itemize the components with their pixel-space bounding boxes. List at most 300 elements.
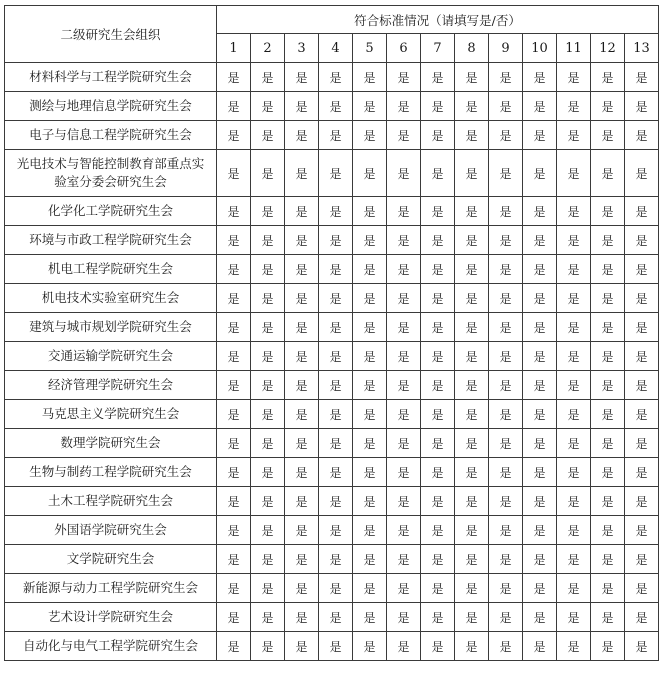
compliance-value-cell: 是 <box>285 63 319 92</box>
compliance-value-cell: 是 <box>591 632 625 661</box>
compliance-value-cell: 是 <box>489 63 523 92</box>
compliance-value-cell: 是 <box>319 632 353 661</box>
compliance-value-cell: 是 <box>489 632 523 661</box>
compliance-value-cell: 是 <box>489 284 523 313</box>
table-row <box>5 458 659 487</box>
compliance-value-cell: 是 <box>557 545 591 574</box>
compliance-value-cell: 是 <box>285 516 319 545</box>
compliance-value-cell: 是 <box>591 197 625 226</box>
compliance-value-cell: 是 <box>557 121 591 150</box>
compliance-value-cell: 是 <box>217 255 251 284</box>
compliance-value-cell: 是 <box>489 574 523 603</box>
compliance-value-cell: 是 <box>319 516 353 545</box>
compliance-value-cell: 是 <box>421 458 455 487</box>
table-row <box>5 150 659 197</box>
table-body <box>5 63 659 661</box>
compliance-value-cell: 是 <box>319 150 353 197</box>
compliance-value-cell: 是 <box>353 574 387 603</box>
column-number-header: 9 <box>489 34 523 63</box>
compliance-value-cell: 是 <box>557 284 591 313</box>
document-page <box>4 5 659 661</box>
compliance-value-cell: 是 <box>489 458 523 487</box>
compliance-value-cell: 是 <box>217 121 251 150</box>
compliance-value-cell: 是 <box>319 121 353 150</box>
compliance-value-cell: 是 <box>353 63 387 92</box>
compliance-value-cell: 是 <box>353 371 387 400</box>
compliance-value-cell: 是 <box>285 574 319 603</box>
compliance-value-cell: 是 <box>421 226 455 255</box>
column-number-header: 10 <box>523 34 557 63</box>
compliance-value-cell: 是 <box>489 371 523 400</box>
compliance-value-cell: 是 <box>387 458 421 487</box>
compliance-value-cell: 是 <box>455 603 489 632</box>
compliance-value-cell: 是 <box>251 313 285 342</box>
compliance-value-cell: 是 <box>523 63 557 92</box>
compliance-value-cell: 是 <box>523 313 557 342</box>
compliance-value-cell: 是 <box>523 458 557 487</box>
compliance-value-cell: 是 <box>557 63 591 92</box>
compliance-value-cell: 是 <box>455 197 489 226</box>
compliance-value-cell: 是 <box>319 342 353 371</box>
column-number-header: 2 <box>251 34 285 63</box>
compliance-value-cell: 是 <box>489 150 523 197</box>
compliance-value-cell: 是 <box>557 487 591 516</box>
compliance-value-cell: 是 <box>489 92 523 121</box>
compliance-value-cell: 是 <box>455 574 489 603</box>
compliance-value-cell: 是 <box>557 371 591 400</box>
compliance-value-cell: 是 <box>523 92 557 121</box>
column-number-header: 6 <box>387 34 421 63</box>
compliance-value-cell: 是 <box>489 487 523 516</box>
compliance-value-cell: 是 <box>557 574 591 603</box>
compliance-value-cell: 是 <box>285 371 319 400</box>
compliance-value-cell: 是 <box>523 197 557 226</box>
table-row <box>5 516 659 545</box>
compliance-value-cell: 是 <box>353 429 387 458</box>
compliance-value-cell: 是 <box>421 574 455 603</box>
compliance-value-cell: 是 <box>353 458 387 487</box>
compliance-value-cell: 是 <box>251 603 285 632</box>
compliance-value-cell: 是 <box>421 603 455 632</box>
compliance-value-cell: 是 <box>217 574 251 603</box>
compliance-value-cell: 是 <box>455 63 489 92</box>
compliance-value-cell: 是 <box>285 226 319 255</box>
org-name-cell: 马克思主义学院研究生会 <box>5 400 217 429</box>
compliance-value-cell: 是 <box>353 255 387 284</box>
table-row <box>5 603 659 632</box>
compliance-value-cell: 是 <box>489 197 523 226</box>
table-row <box>5 487 659 516</box>
compliance-value-cell: 是 <box>251 371 285 400</box>
table-row <box>5 255 659 284</box>
compliance-value-cell: 是 <box>387 487 421 516</box>
compliance-value-cell: 是 <box>455 342 489 371</box>
compliance-value-cell: 是 <box>251 429 285 458</box>
compliance-value-cell: 是 <box>319 429 353 458</box>
compliance-value-cell: 是 <box>217 545 251 574</box>
compliance-value-cell: 是 <box>625 458 659 487</box>
compliance-value-cell: 是 <box>591 458 625 487</box>
table-row <box>5 400 659 429</box>
compliance-value-cell: 是 <box>251 92 285 121</box>
compliance-value-cell: 是 <box>523 603 557 632</box>
compliance-value-cell: 是 <box>455 516 489 545</box>
compliance-value-cell: 是 <box>387 150 421 197</box>
compliance-value-cell: 是 <box>489 121 523 150</box>
compliance-value-cell: 是 <box>421 121 455 150</box>
compliance-value-cell: 是 <box>557 429 591 458</box>
table-row <box>5 545 659 574</box>
compliance-value-cell: 是 <box>319 603 353 632</box>
compliance-value-cell: 是 <box>455 284 489 313</box>
compliance-value-cell: 是 <box>591 92 625 121</box>
compliance-value-cell: 是 <box>387 632 421 661</box>
compliance-value-cell: 是 <box>387 197 421 226</box>
compliance-value-cell: 是 <box>455 371 489 400</box>
compliance-value-cell: 是 <box>251 255 285 284</box>
column-number-header: 5 <box>353 34 387 63</box>
org-name-cell: 新能源与动力工程学院研究生会 <box>5 574 217 603</box>
table-row <box>5 342 659 371</box>
org-name-cell: 环境与市政工程学院研究生会 <box>5 226 217 255</box>
compliance-value-cell: 是 <box>285 487 319 516</box>
compliance-value-cell: 是 <box>217 92 251 121</box>
compliance-value-cell: 是 <box>625 255 659 284</box>
compliance-value-cell: 是 <box>251 342 285 371</box>
compliance-value-cell: 是 <box>251 545 285 574</box>
compliance-value-cell: 是 <box>353 632 387 661</box>
compliance-value-cell: 是 <box>523 342 557 371</box>
compliance-value-cell: 是 <box>353 197 387 226</box>
compliance-value-cell: 是 <box>421 487 455 516</box>
compliance-value-cell: 是 <box>455 400 489 429</box>
compliance-value-cell: 是 <box>353 226 387 255</box>
compliance-value-cell: 是 <box>455 487 489 516</box>
org-name-cell: 自动化与电气工程学院研究生会 <box>5 632 217 661</box>
compliance-value-cell: 是 <box>251 400 285 429</box>
compliance-value-cell: 是 <box>591 603 625 632</box>
compliance-value-cell: 是 <box>557 342 591 371</box>
compliance-value-cell: 是 <box>523 516 557 545</box>
compliance-value-cell: 是 <box>625 342 659 371</box>
compliance-value-cell: 是 <box>387 429 421 458</box>
compliance-value-cell: 是 <box>523 255 557 284</box>
compliance-value-cell: 是 <box>285 92 319 121</box>
compliance-value-cell: 是 <box>455 313 489 342</box>
compliance-value-cell: 是 <box>353 487 387 516</box>
compliance-value-cell: 是 <box>251 63 285 92</box>
compliance-value-cell: 是 <box>285 603 319 632</box>
compliance-value-cell: 是 <box>387 342 421 371</box>
compliance-value-cell: 是 <box>489 313 523 342</box>
compliance-value-cell: 是 <box>421 255 455 284</box>
compliance-value-cell: 是 <box>217 342 251 371</box>
compliance-value-cell: 是 <box>625 429 659 458</box>
compliance-value-cell: 是 <box>217 516 251 545</box>
compliance-value-cell: 是 <box>523 150 557 197</box>
compliance-value-cell: 是 <box>591 121 625 150</box>
table-row <box>5 574 659 603</box>
compliance-value-cell: 是 <box>421 545 455 574</box>
compliance-value-cell: 是 <box>523 284 557 313</box>
compliance-value-cell: 是 <box>285 342 319 371</box>
compliance-value-cell: 是 <box>591 226 625 255</box>
compliance-value-cell: 是 <box>387 92 421 121</box>
compliance-value-cell: 是 <box>489 342 523 371</box>
compliance-value-cell: 是 <box>625 284 659 313</box>
table-row <box>5 429 659 458</box>
compliance-value-cell: 是 <box>591 487 625 516</box>
compliance-value-cell: 是 <box>591 313 625 342</box>
compliance-value-cell: 是 <box>421 400 455 429</box>
table-row <box>5 371 659 400</box>
org-column-header: 二级研究生会组织 <box>5 6 217 63</box>
table-row <box>5 284 659 313</box>
org-name-cell: 外国语学院研究生会 <box>5 516 217 545</box>
compliance-value-cell: 是 <box>625 516 659 545</box>
org-name-cell: 经济管理学院研究生会 <box>5 371 217 400</box>
compliance-value-cell: 是 <box>319 284 353 313</box>
compliance-value-cell: 是 <box>285 400 319 429</box>
table-row <box>5 226 659 255</box>
compliance-value-cell: 是 <box>353 313 387 342</box>
compliance-value-cell: 是 <box>591 545 625 574</box>
compliance-value-cell: 是 <box>353 284 387 313</box>
org-name-cell: 建筑与城市规划学院研究生会 <box>5 313 217 342</box>
org-name-cell: 土木工程学院研究生会 <box>5 487 217 516</box>
compliance-value-cell: 是 <box>387 545 421 574</box>
org-name-cell: 机电技术实验室研究生会 <box>5 284 217 313</box>
compliance-value-cell: 是 <box>251 197 285 226</box>
compliance-value-cell: 是 <box>591 371 625 400</box>
compliance-value-cell: 是 <box>557 313 591 342</box>
compliance-value-cell: 是 <box>557 516 591 545</box>
compliance-table <box>4 5 659 661</box>
compliance-value-cell: 是 <box>523 400 557 429</box>
compliance-value-cell: 是 <box>387 121 421 150</box>
compliance-value-cell: 是 <box>421 92 455 121</box>
column-number-header: 3 <box>285 34 319 63</box>
compliance-value-cell: 是 <box>455 92 489 121</box>
compliance-value-cell: 是 <box>489 603 523 632</box>
compliance-value-cell: 是 <box>625 487 659 516</box>
compliance-value-cell: 是 <box>523 226 557 255</box>
compliance-value-cell: 是 <box>489 255 523 284</box>
table-row <box>5 63 659 92</box>
compliance-value-cell: 是 <box>421 342 455 371</box>
compliance-value-cell: 是 <box>557 197 591 226</box>
org-name-cell: 材料科学与工程学院研究生会 <box>5 63 217 92</box>
compliance-value-cell: 是 <box>625 603 659 632</box>
column-number-header: 11 <box>557 34 591 63</box>
compliance-value-cell: 是 <box>285 284 319 313</box>
compliance-value-cell: 是 <box>523 632 557 661</box>
compliance-value-cell: 是 <box>421 284 455 313</box>
compliance-value-cell: 是 <box>387 603 421 632</box>
compliance-value-cell: 是 <box>217 429 251 458</box>
compliance-value-cell: 是 <box>625 92 659 121</box>
org-name-cell: 机电工程学院研究生会 <box>5 255 217 284</box>
compliance-value-cell: 是 <box>523 429 557 458</box>
compliance-value-cell: 是 <box>455 226 489 255</box>
compliance-value-cell: 是 <box>625 197 659 226</box>
org-name-cell: 测绘与地理信息学院研究生会 <box>5 92 217 121</box>
compliance-value-cell: 是 <box>217 371 251 400</box>
compliance-value-cell: 是 <box>353 400 387 429</box>
compliance-value-cell: 是 <box>217 313 251 342</box>
compliance-value-cell: 是 <box>421 429 455 458</box>
compliance-value-cell: 是 <box>319 92 353 121</box>
compliance-value-cell: 是 <box>591 516 625 545</box>
compliance-value-cell: 是 <box>285 313 319 342</box>
compliance-value-cell: 是 <box>489 429 523 458</box>
compliance-value-cell: 是 <box>285 429 319 458</box>
compliance-value-cell: 是 <box>251 226 285 255</box>
compliance-value-cell: 是 <box>625 545 659 574</box>
column-number-header: 12 <box>591 34 625 63</box>
compliance-value-cell: 是 <box>455 150 489 197</box>
compliance-value-cell: 是 <box>625 400 659 429</box>
compliance-value-cell: 是 <box>251 121 285 150</box>
compliance-value-cell: 是 <box>319 197 353 226</box>
column-number-header: 8 <box>455 34 489 63</box>
compliance-value-cell: 是 <box>523 371 557 400</box>
compliance-value-cell: 是 <box>251 574 285 603</box>
compliance-value-cell: 是 <box>217 197 251 226</box>
compliance-value-cell: 是 <box>557 632 591 661</box>
compliance-value-cell: 是 <box>489 226 523 255</box>
compliance-value-cell: 是 <box>387 313 421 342</box>
compliance-value-cell: 是 <box>387 255 421 284</box>
compliance-value-cell: 是 <box>319 226 353 255</box>
compliance-value-cell: 是 <box>557 400 591 429</box>
compliance-value-cell: 是 <box>319 400 353 429</box>
compliance-value-cell: 是 <box>319 371 353 400</box>
compliance-value-cell: 是 <box>285 121 319 150</box>
compliance-value-cell: 是 <box>217 226 251 255</box>
compliance-value-cell: 是 <box>353 342 387 371</box>
compliance-value-cell: 是 <box>217 632 251 661</box>
compliance-value-cell: 是 <box>285 150 319 197</box>
compliance-group-header: 符合标准情况（请填写是/否） <box>217 6 659 34</box>
compliance-value-cell: 是 <box>557 255 591 284</box>
compliance-value-cell: 是 <box>285 458 319 487</box>
org-name-cell: 交通运输学院研究生会 <box>5 342 217 371</box>
compliance-value-cell: 是 <box>523 121 557 150</box>
compliance-value-cell: 是 <box>217 603 251 632</box>
org-name-cell: 电子与信息工程学院研究生会 <box>5 121 217 150</box>
compliance-value-cell: 是 <box>217 63 251 92</box>
compliance-value-cell: 是 <box>421 150 455 197</box>
compliance-value-cell: 是 <box>455 632 489 661</box>
table-row <box>5 197 659 226</box>
compliance-value-cell: 是 <box>251 150 285 197</box>
compliance-value-cell: 是 <box>625 574 659 603</box>
compliance-value-cell: 是 <box>591 429 625 458</box>
compliance-value-cell: 是 <box>625 150 659 197</box>
table-row <box>5 121 659 150</box>
compliance-value-cell: 是 <box>387 226 421 255</box>
table-row <box>5 313 659 342</box>
compliance-value-cell: 是 <box>489 545 523 574</box>
compliance-value-cell: 是 <box>421 313 455 342</box>
compliance-value-cell: 是 <box>353 121 387 150</box>
compliance-value-cell: 是 <box>591 342 625 371</box>
compliance-value-cell: 是 <box>591 574 625 603</box>
compliance-value-cell: 是 <box>387 63 421 92</box>
compliance-value-cell: 是 <box>591 150 625 197</box>
compliance-value-cell: 是 <box>625 632 659 661</box>
org-name-cell: 艺术设计学院研究生会 <box>5 603 217 632</box>
column-number-header: 1 <box>217 34 251 63</box>
compliance-value-cell: 是 <box>455 545 489 574</box>
compliance-value-cell: 是 <box>421 371 455 400</box>
compliance-value-cell: 是 <box>217 400 251 429</box>
compliance-value-cell: 是 <box>353 92 387 121</box>
compliance-value-cell: 是 <box>523 545 557 574</box>
compliance-value-cell: 是 <box>625 226 659 255</box>
compliance-value-cell: 是 <box>421 632 455 661</box>
compliance-value-cell: 是 <box>625 313 659 342</box>
compliance-value-cell: 是 <box>625 63 659 92</box>
compliance-value-cell: 是 <box>319 458 353 487</box>
compliance-value-cell: 是 <box>353 545 387 574</box>
org-name-cell: 光电技术与智能控制教育部重点实验室分委会研究生会 <box>5 150 217 197</box>
compliance-value-cell: 是 <box>251 487 285 516</box>
compliance-value-cell: 是 <box>251 516 285 545</box>
compliance-value-cell: 是 <box>489 516 523 545</box>
org-name-cell: 数理学院研究生会 <box>5 429 217 458</box>
compliance-value-cell: 是 <box>387 516 421 545</box>
compliance-value-cell: 是 <box>251 458 285 487</box>
compliance-value-cell: 是 <box>455 458 489 487</box>
compliance-value-cell: 是 <box>591 255 625 284</box>
compliance-value-cell: 是 <box>625 121 659 150</box>
compliance-value-cell: 是 <box>353 603 387 632</box>
compliance-value-cell: 是 <box>251 632 285 661</box>
compliance-value-cell: 是 <box>557 92 591 121</box>
compliance-value-cell: 是 <box>353 516 387 545</box>
compliance-value-cell: 是 <box>217 487 251 516</box>
compliance-value-cell: 是 <box>455 429 489 458</box>
compliance-value-cell: 是 <box>319 574 353 603</box>
compliance-value-cell: 是 <box>557 150 591 197</box>
compliance-value-cell: 是 <box>387 284 421 313</box>
compliance-value-cell: 是 <box>285 632 319 661</box>
compliance-value-cell: 是 <box>557 458 591 487</box>
compliance-value-cell: 是 <box>523 574 557 603</box>
compliance-value-cell: 是 <box>217 284 251 313</box>
compliance-value-cell: 是 <box>591 63 625 92</box>
compliance-value-cell: 是 <box>557 226 591 255</box>
compliance-value-cell: 是 <box>591 400 625 429</box>
compliance-value-cell: 是 <box>387 371 421 400</box>
compliance-value-cell: 是 <box>285 197 319 226</box>
compliance-value-cell: 是 <box>319 255 353 284</box>
table-row <box>5 92 659 121</box>
compliance-value-cell: 是 <box>421 63 455 92</box>
compliance-value-cell: 是 <box>319 313 353 342</box>
compliance-value-cell: 是 <box>285 255 319 284</box>
column-number-header: 4 <box>319 34 353 63</box>
compliance-value-cell: 是 <box>319 63 353 92</box>
compliance-value-cell: 是 <box>387 574 421 603</box>
compliance-value-cell: 是 <box>387 400 421 429</box>
column-number-header: 7 <box>421 34 455 63</box>
compliance-value-cell: 是 <box>217 458 251 487</box>
compliance-value-cell: 是 <box>319 545 353 574</box>
compliance-value-cell: 是 <box>591 284 625 313</box>
